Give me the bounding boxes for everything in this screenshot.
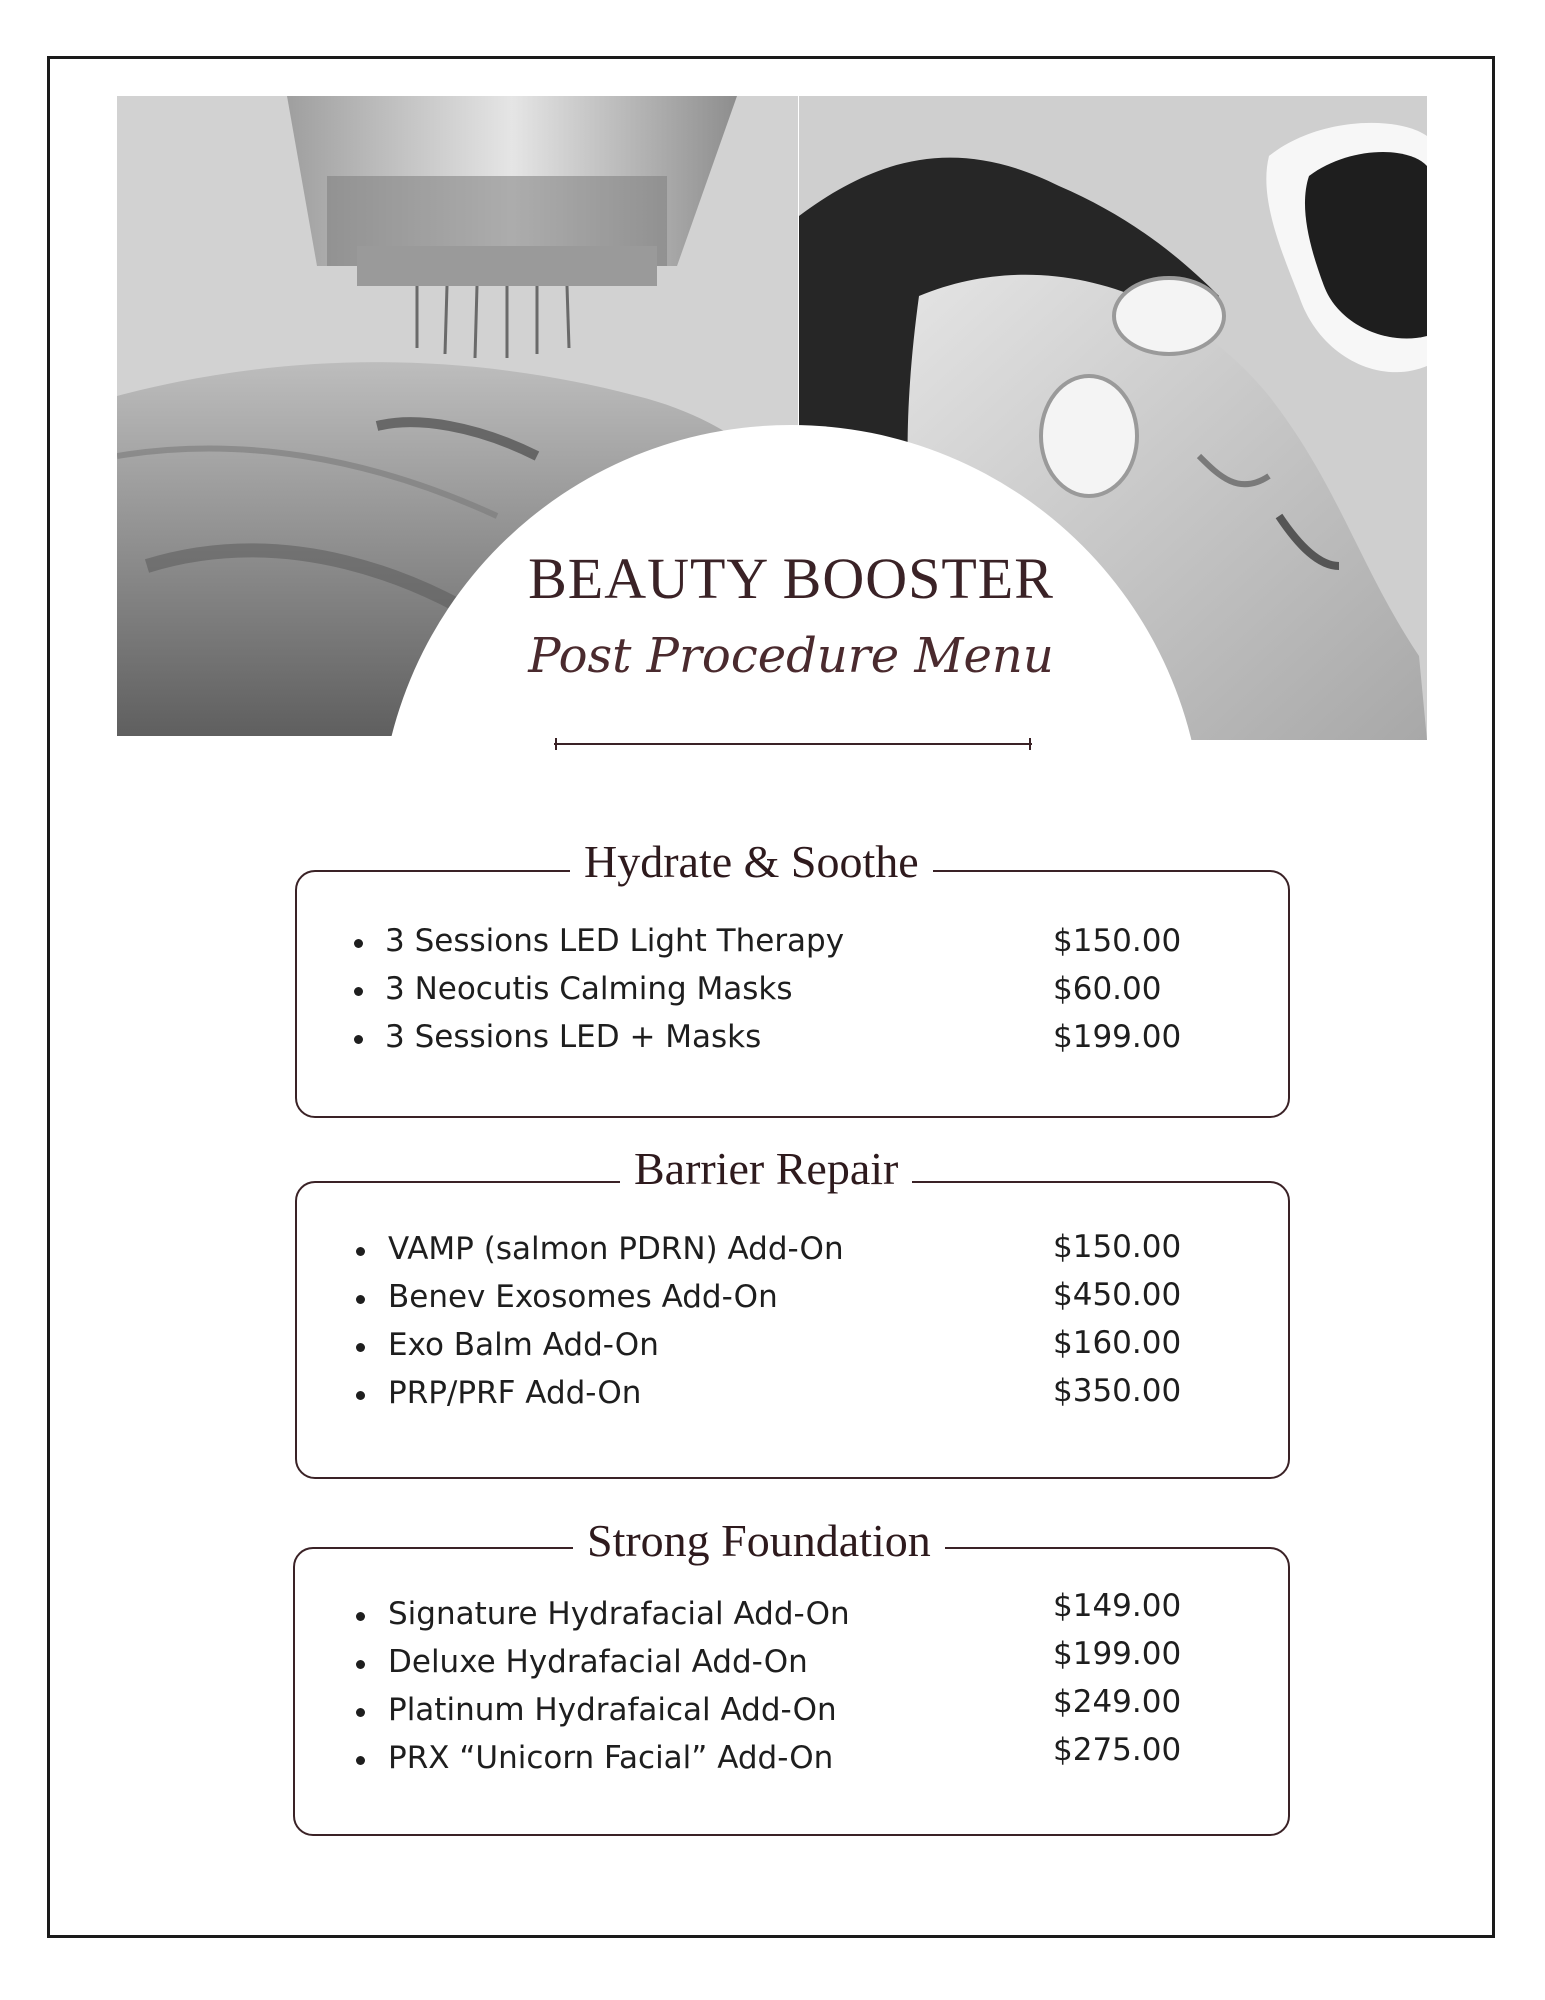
menu-item-name: PRP/PRF Add-On [388,1375,642,1411]
bullet [354,987,363,996]
menu-item-name: Platinum Hydrafaical Add-On [388,1692,837,1728]
menu-item-price: $249.00 [1053,1684,1182,1720]
menu-item-price: $150.00 [1053,923,1182,959]
title-divider [552,738,1034,750]
menu-item-name: Signature Hydrafacial Add-On [388,1596,850,1632]
menu-item-price: $149.00 [1053,1588,1182,1624]
menu-item-price: $199.00 [1053,1019,1182,1055]
menu-item-name: 3 Neocutis Calming Masks [385,971,793,1007]
bullet [354,1035,363,1044]
bullet [356,1660,365,1669]
menu-item-name: Exo Balm Add-On [388,1327,659,1363]
menu-item-name: 3 Sessions LED + Masks [385,1019,762,1055]
menu-item-name: Deluxe Hydrafacial Add-On [388,1644,808,1680]
page-subtitle: Post Procedure Menu [528,628,1054,684]
section-title-strong-foundation: Strong Foundation [573,1514,945,1567]
bullet [354,939,363,948]
menu-item-price: $160.00 [1053,1325,1182,1361]
section-title-barrier-repair: Barrier Repair [620,1142,912,1195]
bullet [356,1708,365,1717]
menu-item-price: $60.00 [1053,971,1162,1007]
page-title: BEAUTY BOOSTER [528,546,1054,611]
menu-item-price: $350.00 [1053,1373,1182,1409]
bullet [356,1247,365,1256]
menu-item-name: VAMP (salmon PDRN) Add-On [388,1231,844,1267]
bullet [356,1391,365,1400]
menu-item-price: $199.00 [1053,1636,1182,1672]
menu-item-price: $450.00 [1053,1277,1182,1313]
menu-item-name: Benev Exosomes Add-On [388,1279,778,1315]
bullet [356,1343,365,1352]
bullet [356,1295,365,1304]
bullet [356,1612,365,1621]
menu-item-price: $150.00 [1053,1229,1182,1265]
menu-item-name: PRX “Unicorn Facial” Add-On [388,1740,834,1776]
menu-item-price: $275.00 [1053,1732,1182,1768]
section-title-hydrate-soothe: Hydrate & Soothe [570,835,933,888]
menu-item-name: 3 Sessions LED Light Therapy [385,923,845,959]
bullet [356,1756,365,1765]
